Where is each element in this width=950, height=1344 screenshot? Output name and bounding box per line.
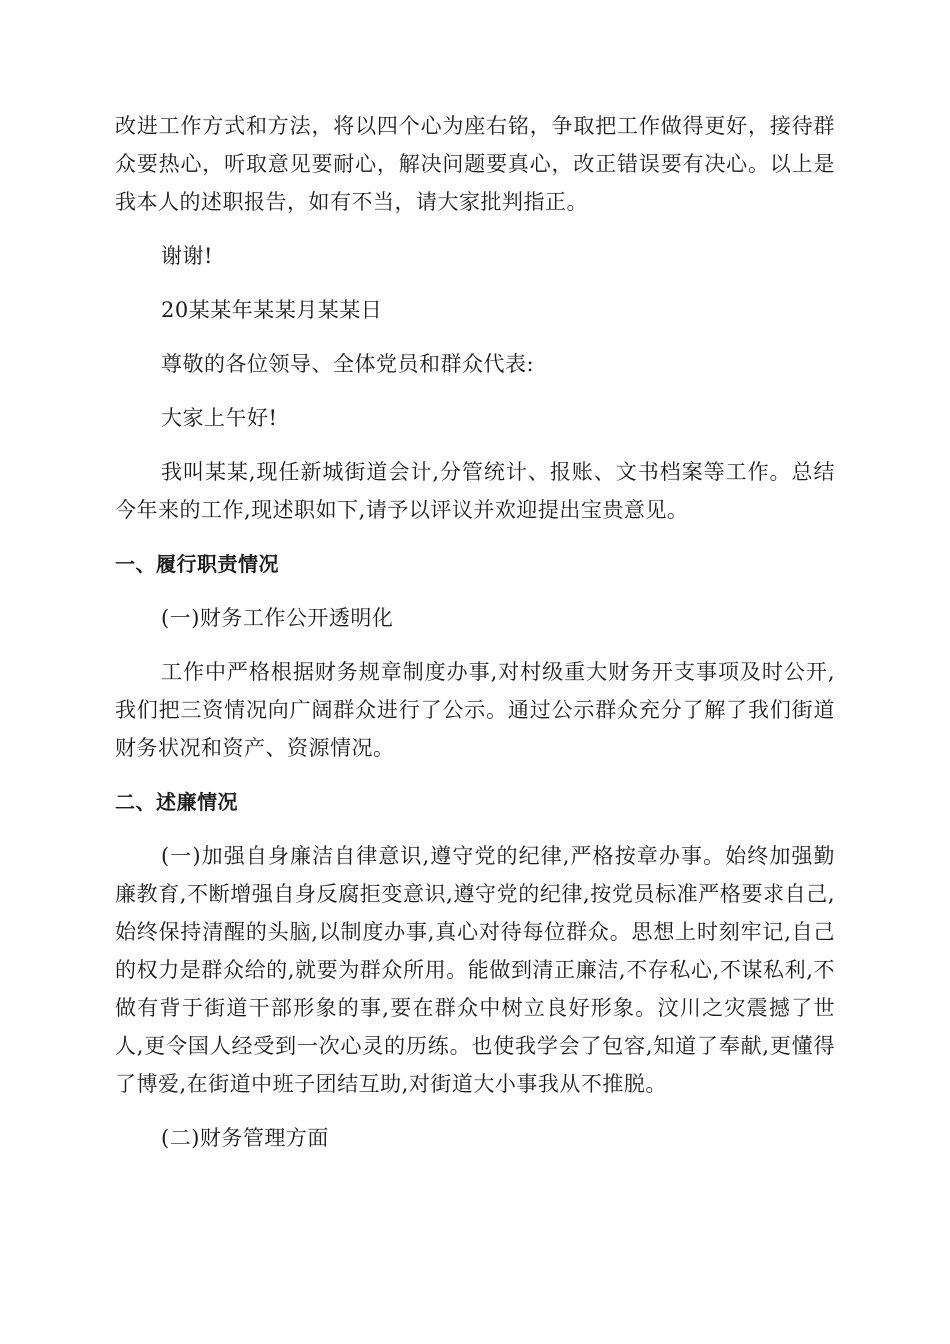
paragraph-finance-transparency: 工作中严格根据财务规章制度办事,对村级重大财务开支事项及时公开,我们把三资情况向广阔群众进行了公示。通过公示群众充分了解了我们街道财务状况和资产、资源情况。: [115, 660, 835, 760]
paragraph-introduction: 我叫某某,现任新城街道会计,分管统计、报账、文书档案等工作。总结今年来的工作,现述职如下,请予以评议并欢迎提出宝贵意见。: [115, 460, 835, 522]
paragraph-thanks: 谢谢!: [161, 244, 213, 268]
subheading-finance-transparency: (一)财务工作公开透明化: [161, 606, 394, 630]
paragraph-integrity: (一)加强自身廉洁自律意识,遵守党的纪律,严格按章办事。始终加强勤廉教育,不断增强自身反腐拒变意识,遵守党的纪律,按党员标准严格要求自己,始终保持清醒的头脑,以制度办事,真心对待每位群众。思想上时刻牢记,自己的权力是群众给的,就要为群众所用。能做到清正廉洁,不存私心,不谋私利,不做有背于街道干部形象的事,要在群众中树立良好形象。汶川之灾震撼了世人,更令国人经受到一次心灵的历练。也使我学会了包容,知道了奉献,更懂得了博爱,在街道中班子团结互助,对街道大小事我从不推脱。: [115, 844, 835, 1096]
subheading-finance-management: (二)财务管理方面: [161, 1126, 329, 1150]
paragraph-greeting: 大家上午好!: [161, 406, 278, 430]
paragraph-date: 20某某年某某月某某日: [161, 298, 383, 322]
section-heading-duties: 一、履行职责情况: [115, 552, 279, 576]
paragraph-closing-remarks: 改进工作方式和方法，将以四个心为座右铭，争取把工作做得更好，接待群众要热心，听取意见要耐心，解决问题要真心，改正错误要有决心。以上是我本人的述职报告，如有不当，请大家批判指正。: [115, 114, 835, 214]
section-heading-integrity: 二、述廉情况: [115, 790, 238, 814]
paragraph-salutation: 尊敬的各位领导、全体党员和群众代表:: [161, 352, 535, 376]
document-body: [115, 107, 835, 1173]
